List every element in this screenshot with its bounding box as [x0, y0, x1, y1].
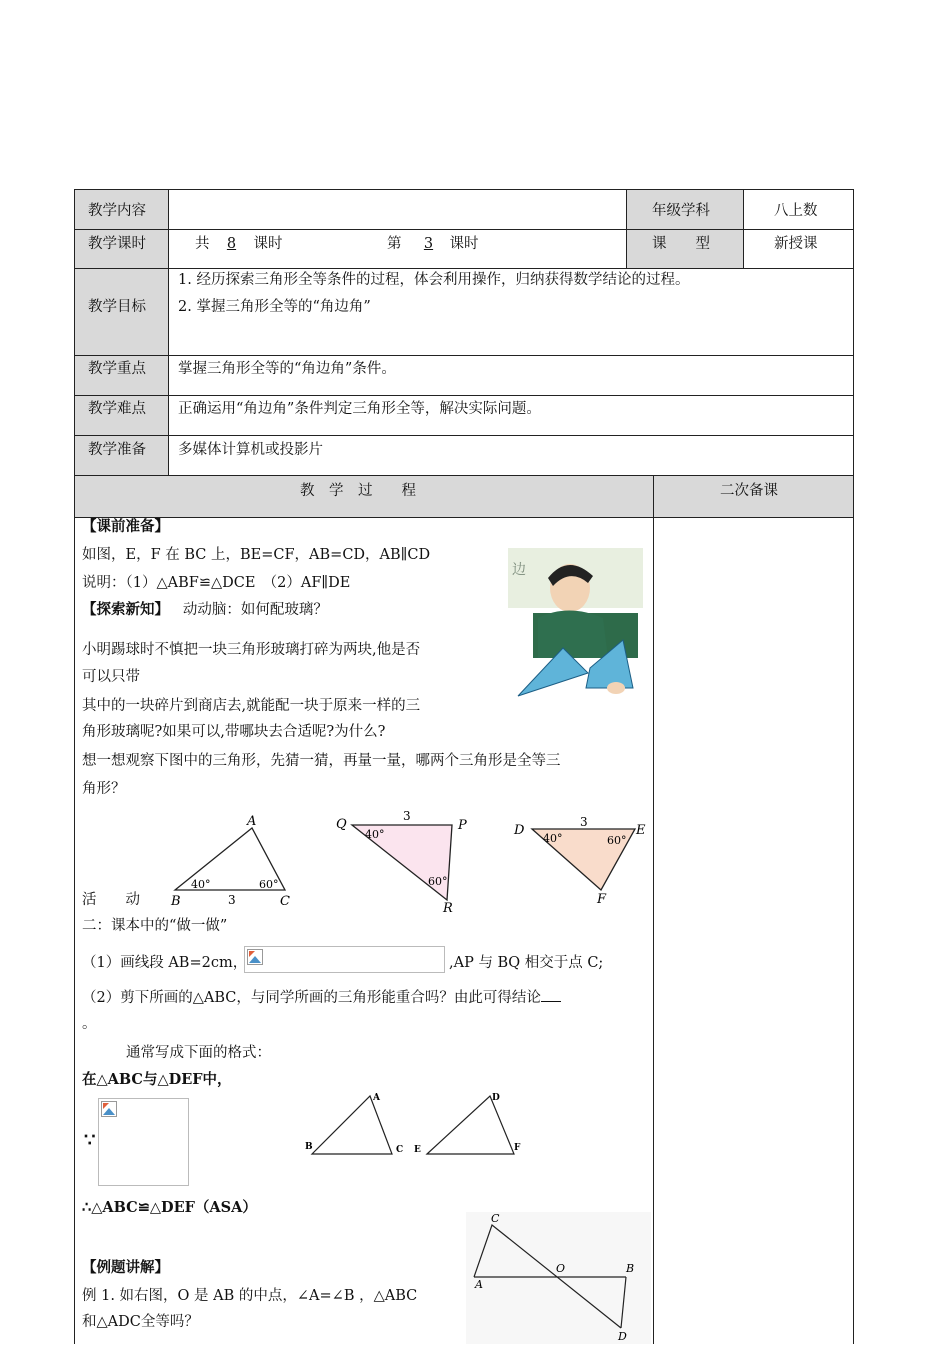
- tri2-p: P: [458, 818, 467, 833]
- key-point: 掌握三角形全等的“角边角”条件。: [178, 361, 396, 377]
- example-figure: [466, 1212, 651, 1344]
- in-triangles: 在△ABC与△DEF中，: [82, 1071, 232, 1088]
- step1-b: ,AP 与 BQ 相交于点 C;: [449, 955, 604, 971]
- label-col-bg: [75, 190, 168, 475]
- row2-label: 教学课时: [88, 236, 146, 252]
- therefore-line: ∴△ABC≌△DEF（ASA）: [82, 1199, 257, 1216]
- type-value: 新授课: [774, 236, 818, 252]
- step1-a: （1）画线段 AB=2cm，: [82, 955, 248, 971]
- para1-line2: 可以只带: [82, 669, 140, 685]
- process-header: 教 学 过 程: [300, 483, 416, 499]
- tri2-ang-q: 40°: [365, 828, 385, 841]
- row3-label: 教学目标: [88, 299, 146, 315]
- para1-line1: 小明踢球时不慎把一块三角形玻璃打碎为两块,他是否: [82, 642, 421, 658]
- goal-line-1: 1. 经历探索三角形全等条件的过程，体会利用操作，归纳获得数学结论的过程。: [178, 272, 690, 288]
- tri2-ang-r: 60°: [428, 875, 448, 888]
- tri2-side: 3: [403, 809, 411, 823]
- row4-label: 教学重点: [88, 361, 146, 377]
- tri4-a: A: [373, 1093, 380, 1103]
- preparation: 多媒体计算机或投影片: [178, 442, 323, 458]
- broken-image-box: [244, 946, 445, 973]
- tri2-r: R: [443, 901, 453, 916]
- fig-ex-d: D: [618, 1330, 627, 1343]
- grade-label: 年级学科: [652, 203, 710, 219]
- para2-line1: 想一想观察下图中的三角形，先猜一猜，再量一量，哪两个三角形是全等三: [82, 753, 561, 769]
- tri3-side: 3: [580, 815, 588, 829]
- doit-title: 二：课本中的“做一做”: [82, 918, 228, 934]
- tri1-b: B: [171, 894, 181, 909]
- prep-title: 【课前准备】: [82, 518, 169, 535]
- activity-label: 活 动: [82, 892, 140, 908]
- goal-line-2: 2. 掌握三角形全等的“角边角”: [178, 299, 371, 315]
- row1-label: 教学内容: [88, 203, 146, 219]
- tri3-f: F: [597, 892, 607, 907]
- tri5-d: D: [492, 1093, 500, 1103]
- tri5-f: F: [514, 1143, 521, 1153]
- explore-title-line: 【探索新知】 动动脑：如何配玻璃？: [82, 601, 328, 618]
- para2-line2: 角形？: [82, 781, 126, 797]
- difficulty: 正确运用“角边角”条件判定三角形全等，解决实际问题。: [178, 401, 541, 417]
- para1-line3: 其中的一块碎片到商店去,就能配一块于原来一样的三: [82, 698, 421, 714]
- example1-line1: 例 1. 如右图，O 是 AB 的中点，∠A=∠B ，△ABC: [82, 1288, 418, 1304]
- tri3-ang-e: 60°: [607, 834, 627, 847]
- congruent-triangles-figure: [300, 1088, 530, 1160]
- photo-caption: 边: [512, 562, 526, 578]
- tri1-a: A: [247, 814, 257, 829]
- tri2-q: Q: [336, 817, 347, 832]
- fig-ex-b: B: [626, 1262, 635, 1275]
- step2: （2）剪下所画的△ABC，与同学所画的三角形能重合吗？由此可得结论: [82, 987, 561, 1008]
- conditions-image-box: [98, 1098, 189, 1186]
- tri1-ang-b: 40°: [191, 878, 211, 891]
- tri3-ang-d: 40°: [543, 832, 563, 845]
- prep-line-1: 如图，E，F 在 BC 上，BE=CF，AB=CD，AB∥CD: [82, 547, 431, 563]
- example-title: 【例题讲解】: [82, 1259, 169, 1276]
- prep-line-2: 说明：（1）△ABF≌△DCE （2）AF∥DE: [82, 575, 351, 591]
- fig-ex-c: C: [491, 1212, 500, 1225]
- tri1-side: 3: [228, 893, 236, 907]
- para1-line4: 角形玻璃呢?如果可以,带哪块去合适呢?为什么?: [82, 724, 386, 740]
- type-label: 课 型: [652, 236, 710, 252]
- tri4-b: B: [305, 1142, 313, 1152]
- broken-image-icon: [247, 949, 263, 965]
- grade-value: 八上数: [774, 203, 818, 219]
- three-triangles-figure: [165, 808, 655, 916]
- row5-label: 教学难点: [88, 401, 146, 417]
- boy-glass-illustration: [508, 548, 643, 698]
- example1-line2: 和△ADC全等吗？: [82, 1314, 199, 1330]
- because-symbol: ∵: [84, 1130, 96, 1151]
- broken-image-icon: [101, 1101, 117, 1117]
- tri1-c: C: [280, 894, 290, 909]
- tri5-e: E: [414, 1145, 421, 1155]
- fig-ex-o: O: [556, 1262, 566, 1275]
- step2-end: 。: [82, 1016, 97, 1032]
- notes-header: 二次备课: [720, 483, 778, 499]
- tri3-d: D: [514, 823, 525, 838]
- tri1-ang-c: 60°: [259, 878, 279, 891]
- tri4-c: C: [396, 1145, 404, 1155]
- tri3-e: E: [636, 823, 646, 838]
- nth-hour: 第 3 课时: [387, 236, 479, 252]
- row6-label: 教学准备: [88, 442, 146, 458]
- total-hours: 共 8 课时: [195, 236, 283, 252]
- format-intro: 通常写成下面的格式：: [126, 1045, 271, 1061]
- fig-ex-a: A: [475, 1278, 483, 1291]
